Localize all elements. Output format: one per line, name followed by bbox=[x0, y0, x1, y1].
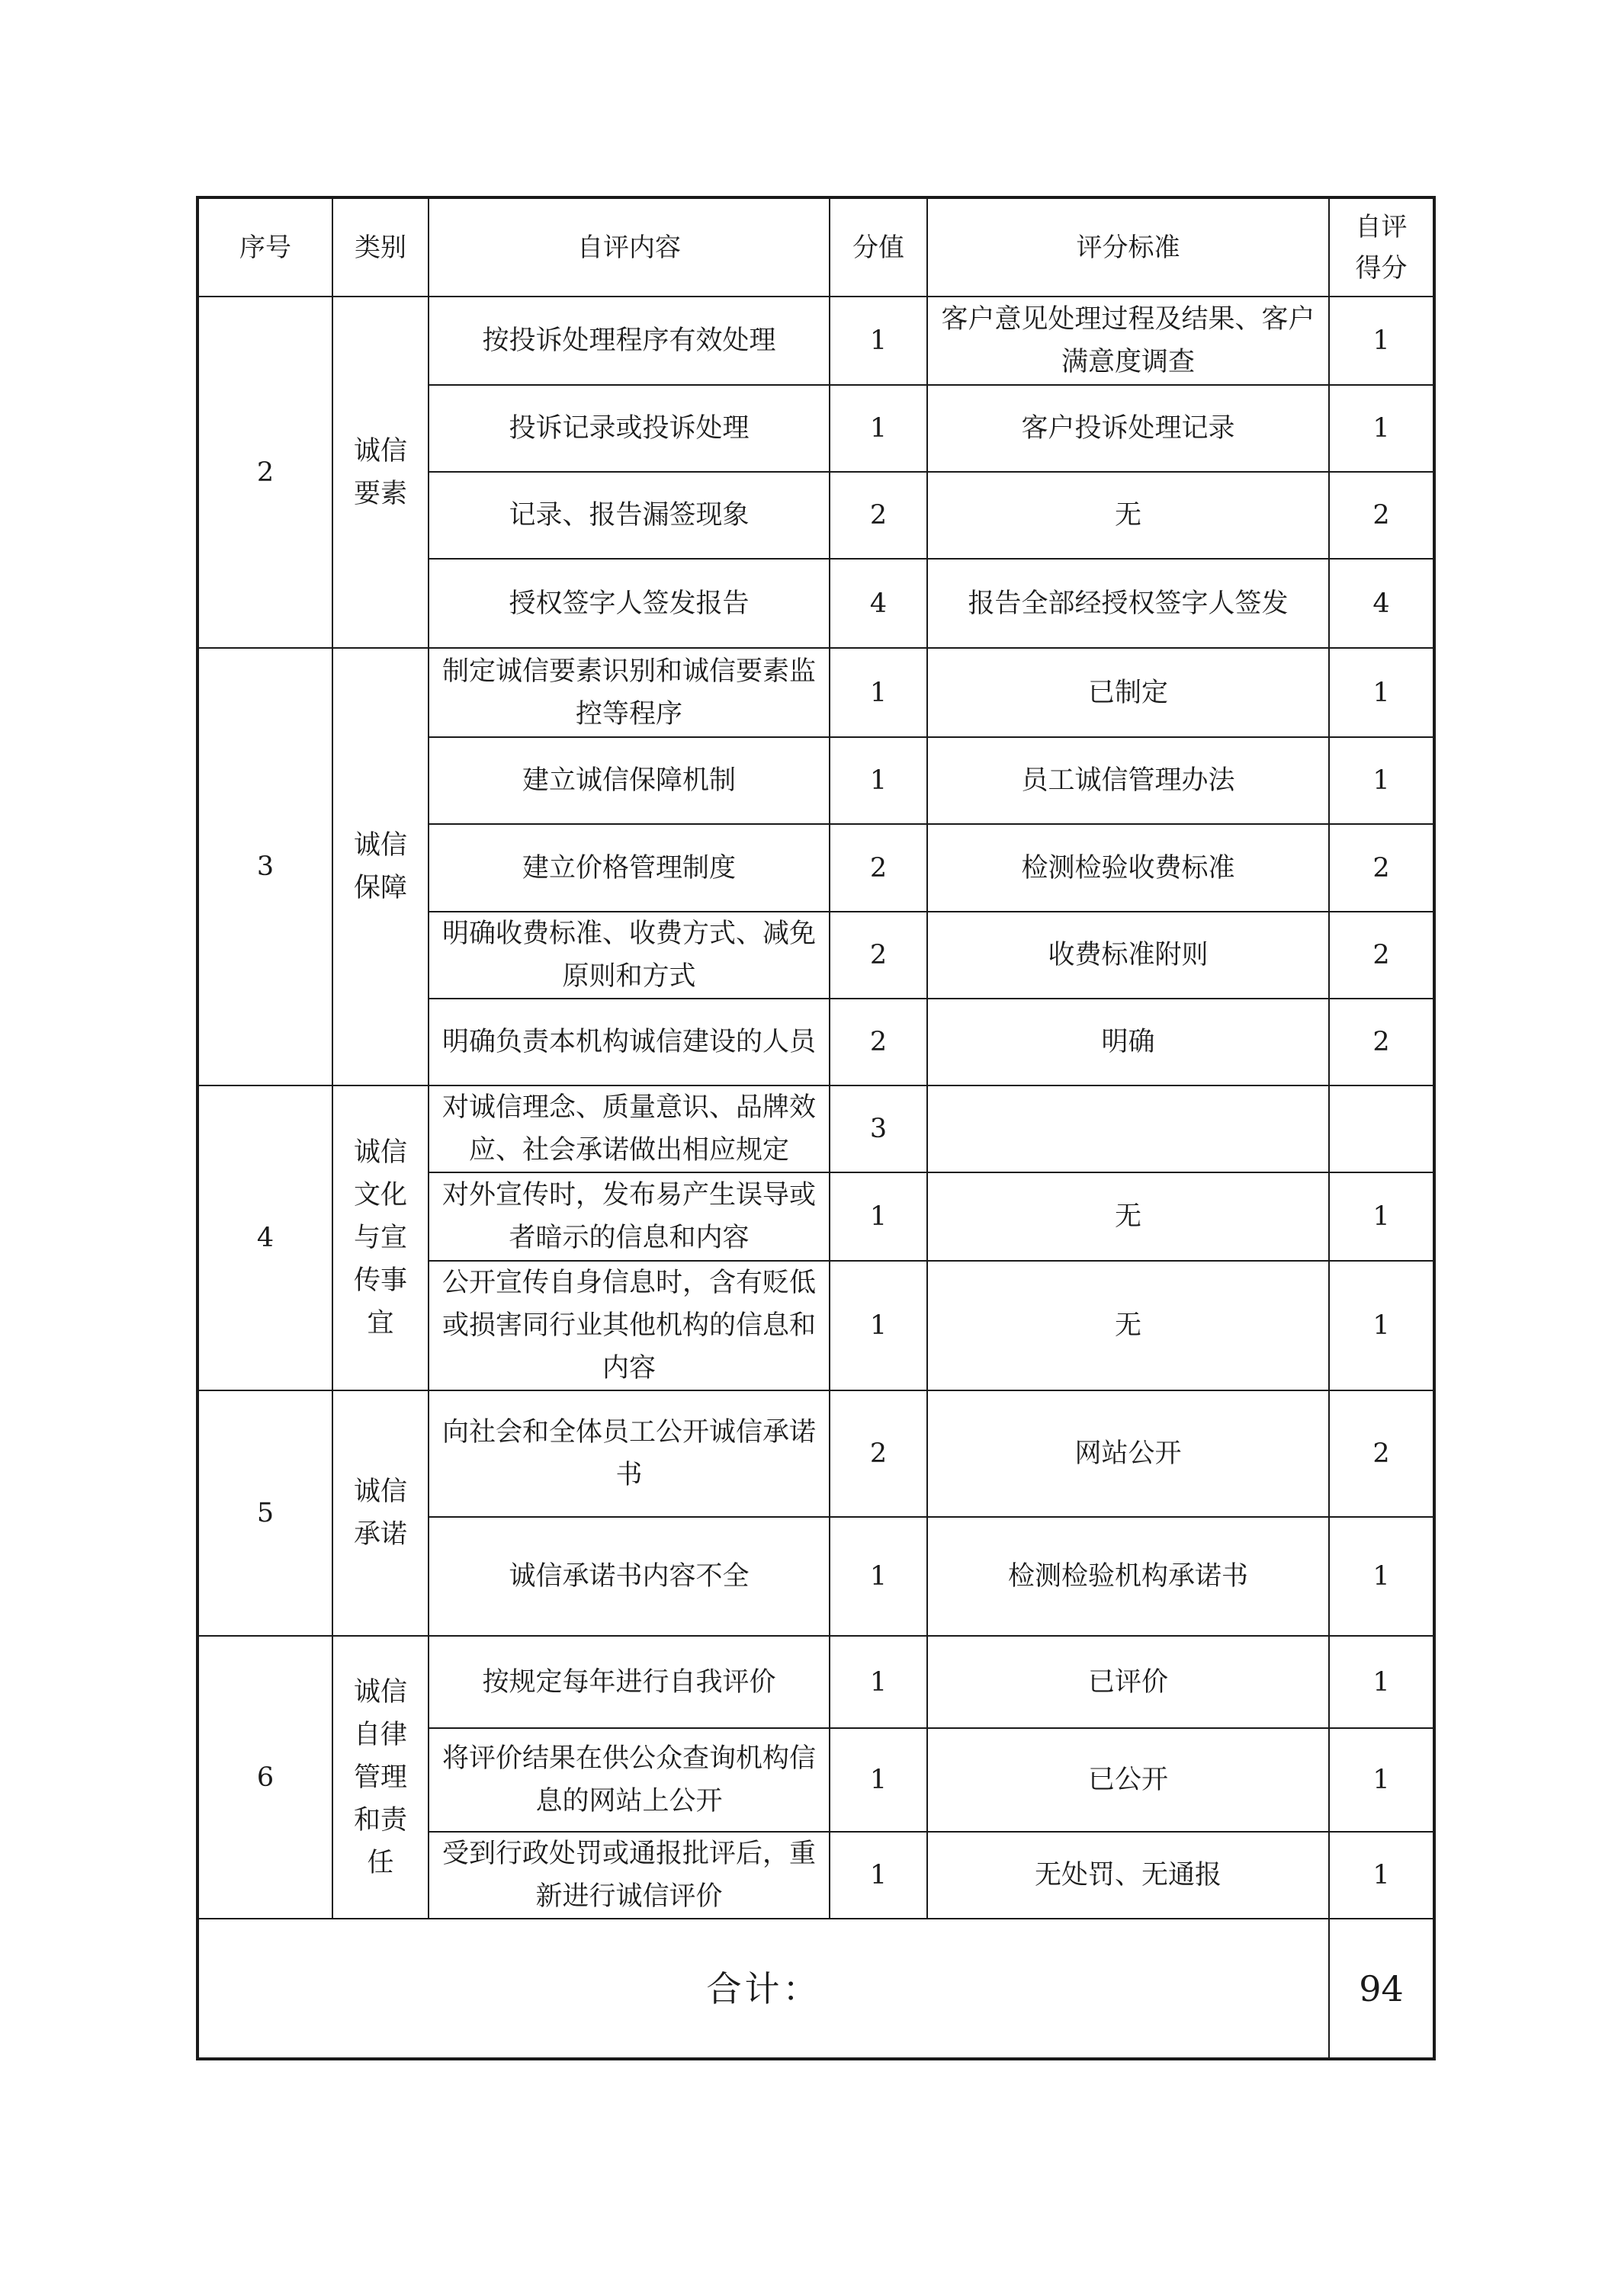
row-standard: 已评价 bbox=[927, 1636, 1329, 1728]
row-content: 向社会和全体员工公开诚信承诺书 bbox=[429, 1390, 830, 1517]
row-score: 1 bbox=[830, 1728, 927, 1832]
row-standard: 无 bbox=[927, 1172, 1329, 1261]
row-self-score: 4 bbox=[1329, 559, 1434, 648]
row-self-score: 1 bbox=[1329, 385, 1434, 472]
group-seq: 5 bbox=[197, 1390, 332, 1636]
row-content: 按规定每年进行自我评价 bbox=[429, 1636, 830, 1728]
row-score: 1 bbox=[830, 297, 927, 385]
row-self-score: 1 bbox=[1329, 297, 1434, 385]
row-self-score: 2 bbox=[1329, 999, 1434, 1085]
row-score: 3 bbox=[830, 1085, 927, 1172]
row-standard: 报告全部经授权签字人签发 bbox=[927, 559, 1329, 648]
row-self-score: 1 bbox=[1329, 1172, 1434, 1261]
group-seq: 3 bbox=[197, 648, 332, 1085]
group-category: 诚信保障 bbox=[332, 648, 429, 1085]
row-score: 1 bbox=[830, 648, 927, 737]
row-content: 将评价结果在供公众查询机构信息的网站上公开 bbox=[429, 1728, 830, 1832]
row-standard bbox=[927, 1085, 1329, 1172]
row-content: 对外宣传时，发布易产生误导或者暗示的信息和内容 bbox=[429, 1172, 830, 1261]
row-score: 2 bbox=[830, 472, 927, 559]
row-score: 2 bbox=[830, 824, 927, 912]
row-self-score: 2 bbox=[1329, 824, 1434, 912]
row-standard: 收费标准附则 bbox=[927, 912, 1329, 999]
row-self-score: 1 bbox=[1329, 1636, 1434, 1728]
header-score: 分值 bbox=[830, 197, 927, 297]
row-standard: 无 bbox=[927, 472, 1329, 559]
row-content: 对诚信理念、质量意识、品牌效应、社会承诺做出相应规定 bbox=[429, 1085, 830, 1172]
row-score: 1 bbox=[830, 737, 927, 824]
row-standard: 检测检验收费标准 bbox=[927, 824, 1329, 912]
row-standard: 已制定 bbox=[927, 648, 1329, 737]
group-category: 诚信承诺 bbox=[332, 1390, 429, 1636]
row-score: 4 bbox=[830, 559, 927, 648]
header-self-score: 自评得分 bbox=[1329, 197, 1434, 297]
group-seq: 4 bbox=[197, 1085, 332, 1390]
header-seq: 序号 bbox=[197, 197, 332, 297]
row-content: 按投诉处理程序有效处理 bbox=[429, 297, 830, 385]
row-self-score: 1 bbox=[1329, 1261, 1434, 1390]
group-seq: 2 bbox=[197, 297, 332, 648]
header-standard: 评分标准 bbox=[927, 197, 1329, 297]
row-score: 1 bbox=[830, 1517, 927, 1636]
row-score: 2 bbox=[830, 912, 927, 999]
table-row bbox=[197, 1085, 1434, 1172]
row-score: 1 bbox=[830, 385, 927, 472]
table-row bbox=[197, 1390, 1434, 1517]
row-standard: 明确 bbox=[927, 999, 1329, 1085]
row-self-score: 2 bbox=[1329, 1390, 1434, 1517]
row-score: 1 bbox=[830, 1261, 927, 1390]
row-self-score: 2 bbox=[1329, 912, 1434, 999]
table-row bbox=[197, 648, 1434, 737]
row-content: 诚信承诺书内容不全 bbox=[429, 1517, 830, 1636]
row-self-score bbox=[1329, 1085, 1434, 1172]
row-standard: 客户投诉处理记录 bbox=[927, 385, 1329, 472]
row-content: 明确负责本机构诚信建设的人员 bbox=[429, 999, 830, 1085]
total-label: 合计： bbox=[197, 1919, 1329, 2059]
self-evaluation-table bbox=[196, 196, 1436, 2060]
row-standard: 无 bbox=[927, 1261, 1329, 1390]
row-score: 2 bbox=[830, 999, 927, 1085]
row-standard: 网站公开 bbox=[927, 1390, 1329, 1517]
header-content: 自评内容 bbox=[429, 197, 830, 297]
row-self-score: 1 bbox=[1329, 1728, 1434, 1832]
row-score: 1 bbox=[830, 1832, 927, 1919]
group-category: 诚信要素 bbox=[332, 297, 429, 648]
total-value: 94 bbox=[1329, 1919, 1434, 2059]
row-self-score: 2 bbox=[1329, 472, 1434, 559]
row-self-score: 1 bbox=[1329, 1832, 1434, 1919]
row-standard: 无处罚、无通报 bbox=[927, 1832, 1329, 1919]
row-standard: 检测检验机构承诺书 bbox=[927, 1517, 1329, 1636]
row-content: 投诉记录或投诉处理 bbox=[429, 385, 830, 472]
row-content: 制定诚信要素识别和诚信要素监控等程序 bbox=[429, 648, 830, 737]
row-content: 建立诚信保障机制 bbox=[429, 737, 830, 824]
row-self-score: 1 bbox=[1329, 737, 1434, 824]
row-content: 建立价格管理制度 bbox=[429, 824, 830, 912]
row-standard: 已公开 bbox=[927, 1728, 1329, 1832]
header-category: 类别 bbox=[332, 197, 429, 297]
row-self-score: 1 bbox=[1329, 648, 1434, 737]
table-row bbox=[197, 297, 1434, 385]
row-score: 1 bbox=[830, 1172, 927, 1261]
group-category: 诚信文化与宣传事宜 bbox=[332, 1085, 429, 1390]
row-content: 授权签字人签发报告 bbox=[429, 559, 830, 648]
row-content: 明确收费标准、收费方式、减免原则和方式 bbox=[429, 912, 830, 999]
row-self-score: 1 bbox=[1329, 1517, 1434, 1636]
total-row bbox=[197, 1919, 1434, 2059]
row-standard: 客户意见处理过程及结果、客户满意度调查 bbox=[927, 297, 1329, 385]
row-content: 受到行政处罚或通报批评后，重新进行诚信评价 bbox=[429, 1832, 830, 1919]
table-header-row bbox=[197, 197, 1434, 297]
row-content: 记录、报告漏签现象 bbox=[429, 472, 830, 559]
table-row bbox=[197, 1636, 1434, 1728]
row-score: 1 bbox=[830, 1636, 927, 1728]
row-score: 2 bbox=[830, 1390, 927, 1517]
group-category: 诚信自律管理和责任 bbox=[332, 1636, 429, 1919]
row-content: 公开宣传自身信息时，含有贬低或损害同行业其他机构的信息和内容 bbox=[429, 1261, 830, 1390]
row-standard: 员工诚信管理办法 bbox=[927, 737, 1329, 824]
group-seq: 6 bbox=[197, 1636, 332, 1919]
